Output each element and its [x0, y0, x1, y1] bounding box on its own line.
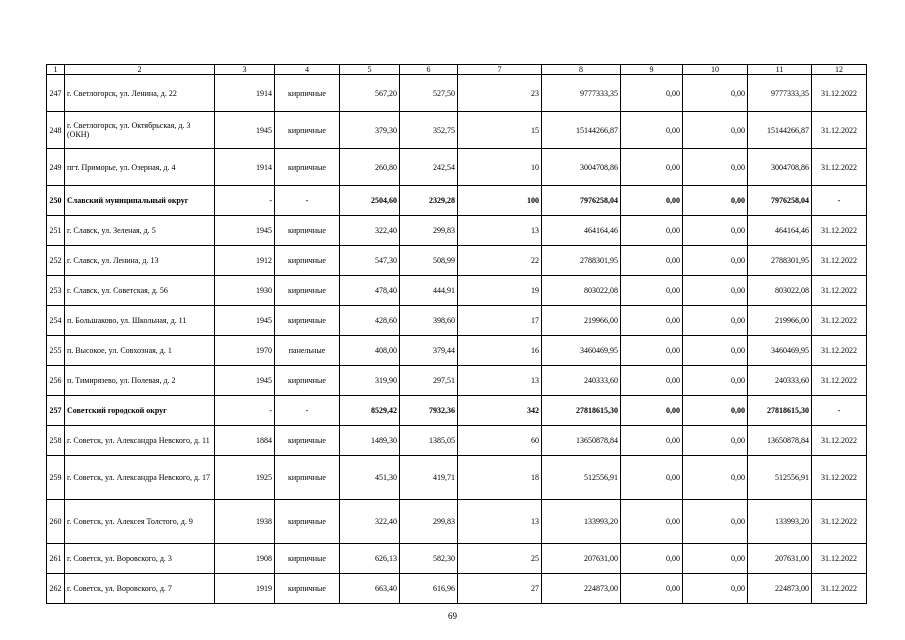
living-area: 2329,28 — [400, 186, 458, 216]
fund-2: 0,00 — [683, 246, 748, 276]
fund-1: 0,00 — [621, 500, 683, 544]
cost-other: 224873,00 — [748, 574, 812, 604]
fund-2: 0,00 — [683, 396, 748, 426]
row-number: 256 — [47, 366, 65, 396]
row-number: 251 — [47, 216, 65, 246]
cost-other: 7976258,04 — [748, 186, 812, 216]
deadline-date: - — [812, 396, 867, 426]
wall-material: кирпичные — [275, 246, 340, 276]
fund-2: 0,00 — [683, 216, 748, 246]
cost-other: 3460469,95 — [748, 336, 812, 366]
residents: 25 — [458, 544, 542, 574]
fund-1: 0,00 — [621, 149, 683, 186]
cost-total: 464164,46 — [542, 216, 621, 246]
living-area: 242,54 — [400, 149, 458, 186]
wall-material: - — [275, 186, 340, 216]
column-number: 1 — [47, 65, 65, 75]
table-row — [47, 306, 867, 336]
deadline-date: 31.12.2022 — [812, 366, 867, 396]
address: п. Тимирязево, ул. Полевая, д. 2 — [65, 366, 215, 396]
table-row — [47, 276, 867, 306]
living-area: 527,50 — [400, 75, 458, 112]
row-number: 252 — [47, 246, 65, 276]
address: п. Высокое, ул. Совхозная, д. 1 — [65, 336, 215, 366]
deadline-date: 31.12.2022 — [812, 276, 867, 306]
residents: 10 — [458, 149, 542, 186]
table-row — [47, 246, 867, 276]
table-row — [47, 149, 867, 186]
address: г. Славск, ул. Ленина, д. 13 — [65, 246, 215, 276]
cost-other: 3004708,86 — [748, 149, 812, 186]
table-row — [47, 500, 867, 544]
year-built: 1970 — [215, 336, 275, 366]
fund-1: 0,00 — [621, 396, 683, 426]
cost-other: 219966,00 — [748, 306, 812, 336]
row-number: 259 — [47, 456, 65, 500]
total-area: 319,90 — [340, 366, 400, 396]
row-number: 260 — [47, 500, 65, 544]
year-built: - — [215, 186, 275, 216]
deadline-date: 31.12.2022 — [812, 149, 867, 186]
cost-total: 15144266,87 — [542, 112, 621, 149]
deadline-date: 31.12.2022 — [812, 216, 867, 246]
year-built: 1914 — [215, 75, 275, 112]
living-area: 299,83 — [400, 216, 458, 246]
year-built: 1945 — [215, 112, 275, 149]
deadline-date: 31.12.2022 — [812, 544, 867, 574]
row-number: 247 — [47, 75, 65, 112]
deadline-date: 31.12.2022 — [812, 336, 867, 366]
cost-total: 133993,20 — [542, 500, 621, 544]
column-number: 3 — [215, 65, 275, 75]
fund-2: 0,00 — [683, 456, 748, 500]
residents: 15 — [458, 112, 542, 149]
column-number: 10 — [683, 65, 748, 75]
cost-total: 27818615,30 — [542, 396, 621, 426]
wall-material: кирпичные — [275, 149, 340, 186]
table-row — [47, 574, 867, 604]
deadline-date: 31.12.2022 — [812, 246, 867, 276]
total-area: 428,60 — [340, 306, 400, 336]
total-area: 1489,30 — [340, 426, 400, 456]
total-area: 663,40 — [340, 574, 400, 604]
wall-material: кирпичные — [275, 276, 340, 306]
residents: 18 — [458, 456, 542, 500]
cost-total: 13650878,84 — [542, 426, 621, 456]
row-number: 254 — [47, 306, 65, 336]
column-number: 2 — [65, 65, 215, 75]
fund-2: 0,00 — [683, 276, 748, 306]
residents: 19 — [458, 276, 542, 306]
cost-total: 219966,00 — [542, 306, 621, 336]
cost-other: 9777333,35 — [748, 75, 812, 112]
total-area: 322,40 — [340, 500, 400, 544]
cost-total: 7976258,04 — [542, 186, 621, 216]
deadline-date: 31.12.2022 — [812, 306, 867, 336]
residents: 27 — [458, 574, 542, 604]
row-number: 262 — [47, 574, 65, 604]
cost-other: 133993,20 — [748, 500, 812, 544]
fund-1: 0,00 — [621, 336, 683, 366]
deadline-date: 31.12.2022 — [812, 500, 867, 544]
fund-2: 0,00 — [683, 544, 748, 574]
residents: 22 — [458, 246, 542, 276]
year-built: 1945 — [215, 366, 275, 396]
residents: 342 — [458, 396, 542, 426]
wall-material: панельные — [275, 336, 340, 366]
address: пгт. Приморье, ул. Озерная, д. 4 — [65, 149, 215, 186]
living-area: 616,96 — [400, 574, 458, 604]
cost-total: 803022,08 — [542, 276, 621, 306]
table-row — [47, 75, 867, 112]
cost-total: 240333,60 — [542, 366, 621, 396]
living-area: 7932,36 — [400, 396, 458, 426]
deadline-date: 31.12.2022 — [812, 75, 867, 112]
fund-2: 0,00 — [683, 366, 748, 396]
wall-material: кирпичные — [275, 426, 340, 456]
fund-1: 0,00 — [621, 426, 683, 456]
table-row — [47, 456, 867, 500]
cost-other: 464164,46 — [748, 216, 812, 246]
living-area: 1385,05 — [400, 426, 458, 456]
row-number: 255 — [47, 336, 65, 366]
wall-material: кирпичные — [275, 112, 340, 149]
row-number: 253 — [47, 276, 65, 306]
fund-1: 0,00 — [621, 574, 683, 604]
wall-material: кирпичные — [275, 75, 340, 112]
fund-1: 0,00 — [621, 456, 683, 500]
living-area: 297,51 — [400, 366, 458, 396]
fund-2: 0,00 — [683, 426, 748, 456]
housing-register-table — [46, 64, 867, 604]
living-area: 352,75 — [400, 112, 458, 149]
year-built: 1945 — [215, 306, 275, 336]
table-row — [47, 216, 867, 246]
row-number: 249 — [47, 149, 65, 186]
address: г. Советск, ул. Воровского, д. 7 — [65, 574, 215, 604]
address: Славский муниципальный округ — [65, 186, 215, 216]
wall-material: кирпичные — [275, 544, 340, 574]
row-number: 248 — [47, 112, 65, 149]
address: г. Славск, ул. Советская, д. 56 — [65, 276, 215, 306]
fund-1: 0,00 — [621, 306, 683, 336]
total-area: 8529,42 — [340, 396, 400, 426]
year-built: 1938 — [215, 500, 275, 544]
residents: 23 — [458, 75, 542, 112]
fund-2: 0,00 — [683, 112, 748, 149]
fund-1: 0,00 — [621, 75, 683, 112]
fund-2: 0,00 — [683, 574, 748, 604]
living-area: 398,60 — [400, 306, 458, 336]
residents: 17 — [458, 306, 542, 336]
fund-2: 0,00 — [683, 500, 748, 544]
fund-1: 0,00 — [621, 246, 683, 276]
total-area: 626,13 — [340, 544, 400, 574]
cost-total: 512556,91 — [542, 456, 621, 500]
year-built: 1914 — [215, 149, 275, 186]
living-area: 582,30 — [400, 544, 458, 574]
column-number: 11 — [748, 65, 812, 75]
year-built: 1884 — [215, 426, 275, 456]
year-built: 1919 — [215, 574, 275, 604]
table-row — [47, 112, 867, 149]
address: г. Советск, ул. Алексея Толстого, д. 9 — [65, 500, 215, 544]
wall-material: кирпичные — [275, 456, 340, 500]
year-built: 1908 — [215, 544, 275, 574]
fund-1: 0,00 — [621, 276, 683, 306]
table-row — [47, 426, 867, 456]
fund-1: 0,00 — [621, 186, 683, 216]
column-number: 6 — [400, 65, 458, 75]
year-built: 1912 — [215, 246, 275, 276]
year-built: 1945 — [215, 216, 275, 246]
fund-1: 0,00 — [621, 216, 683, 246]
fund-1: 0,00 — [621, 366, 683, 396]
address: г. Советск, ул. Александра Невского, д. 17 — [65, 456, 215, 500]
year-built: 1925 — [215, 456, 275, 500]
fund-2: 0,00 — [683, 186, 748, 216]
row-number: 257 — [47, 396, 65, 426]
total-area: 379,30 — [340, 112, 400, 149]
cost-other: 2788301,95 — [748, 246, 812, 276]
total-area: 451,30 — [340, 456, 400, 500]
address: г. Советск, ул. Воровского, д. 3 — [65, 544, 215, 574]
cost-total: 2788301,95 — [542, 246, 621, 276]
page-number: 69 — [448, 611, 457, 621]
residents: 100 — [458, 186, 542, 216]
deadline-date: 31.12.2022 — [812, 456, 867, 500]
column-number-row — [47, 65, 867, 75]
row-number: 258 — [47, 426, 65, 456]
total-area: 2504,60 — [340, 186, 400, 216]
column-number: 5 — [340, 65, 400, 75]
residents: 16 — [458, 336, 542, 366]
residents: 13 — [458, 500, 542, 544]
residents: 13 — [458, 366, 542, 396]
cost-other: 512556,91 — [748, 456, 812, 500]
address: п. Большаково, ул. Школьная, д. 11 — [65, 306, 215, 336]
wall-material: - — [275, 396, 340, 426]
row-number: 250 — [47, 186, 65, 216]
year-built: 1930 — [215, 276, 275, 306]
wall-material: кирпичные — [275, 366, 340, 396]
deadline-date: - — [812, 186, 867, 216]
fund-1: 0,00 — [621, 544, 683, 574]
deadline-date: 31.12.2022 — [812, 112, 867, 149]
fund-2: 0,00 — [683, 75, 748, 112]
deadline-date: 31.12.2022 — [812, 574, 867, 604]
residents: 13 — [458, 216, 542, 246]
wall-material: кирпичные — [275, 306, 340, 336]
table-row — [47, 366, 867, 396]
total-area: 260,80 — [340, 149, 400, 186]
fund-2: 0,00 — [683, 149, 748, 186]
living-area: 444,91 — [400, 276, 458, 306]
fund-2: 0,00 — [683, 306, 748, 336]
cost-other: 13650878,84 — [748, 426, 812, 456]
year-built: - — [215, 396, 275, 426]
district-subtotal-row — [47, 396, 867, 426]
deadline-date: 31.12.2022 — [812, 426, 867, 456]
wall-material: кирпичные — [275, 500, 340, 544]
row-number: 261 — [47, 544, 65, 574]
total-area: 408,00 — [340, 336, 400, 366]
address: Советский городской округ — [65, 396, 215, 426]
total-area: 478,40 — [340, 276, 400, 306]
column-number: 7 — [458, 65, 542, 75]
living-area: 379,44 — [400, 336, 458, 366]
cost-other: 240333,60 — [748, 366, 812, 396]
total-area: 322,40 — [340, 216, 400, 246]
address: г. Советск, ул. Александра Невского, д. 11 — [65, 426, 215, 456]
column-number: 4 — [275, 65, 340, 75]
address: г. Славск, ул. Зеленая, д. 5 — [65, 216, 215, 246]
fund-1: 0,00 — [621, 112, 683, 149]
cost-total: 3004708,86 — [542, 149, 621, 186]
cost-other: 207631,00 — [748, 544, 812, 574]
fund-2: 0,00 — [683, 336, 748, 366]
wall-material: кирпичные — [275, 574, 340, 604]
cost-other: 15144266,87 — [748, 112, 812, 149]
residents: 60 — [458, 426, 542, 456]
column-number: 9 — [621, 65, 683, 75]
wall-material: кирпичные — [275, 216, 340, 246]
table-row — [47, 544, 867, 574]
living-area: 508,99 — [400, 246, 458, 276]
cost-total: 224873,00 — [542, 574, 621, 604]
table-body — [47, 65, 867, 604]
total-area: 567,20 — [340, 75, 400, 112]
living-area: 419,71 — [400, 456, 458, 500]
cost-other: 27818615,30 — [748, 396, 812, 426]
address: г. Светлогорск, ул. Октябрьская, д. 3 (ОКН) — [65, 112, 215, 149]
district-subtotal-row — [47, 186, 867, 216]
column-number: 8 — [542, 65, 621, 75]
column-number: 12 — [812, 65, 867, 75]
cost-total: 207631,00 — [542, 544, 621, 574]
cost-other: 803022,08 — [748, 276, 812, 306]
cost-total: 3460469,95 — [542, 336, 621, 366]
address: г. Светлогорск, ул. Ленина, д. 22 — [65, 75, 215, 112]
cost-total: 9777333,35 — [542, 75, 621, 112]
table-row — [47, 336, 867, 366]
total-area: 547,30 — [340, 246, 400, 276]
living-area: 299,83 — [400, 500, 458, 544]
